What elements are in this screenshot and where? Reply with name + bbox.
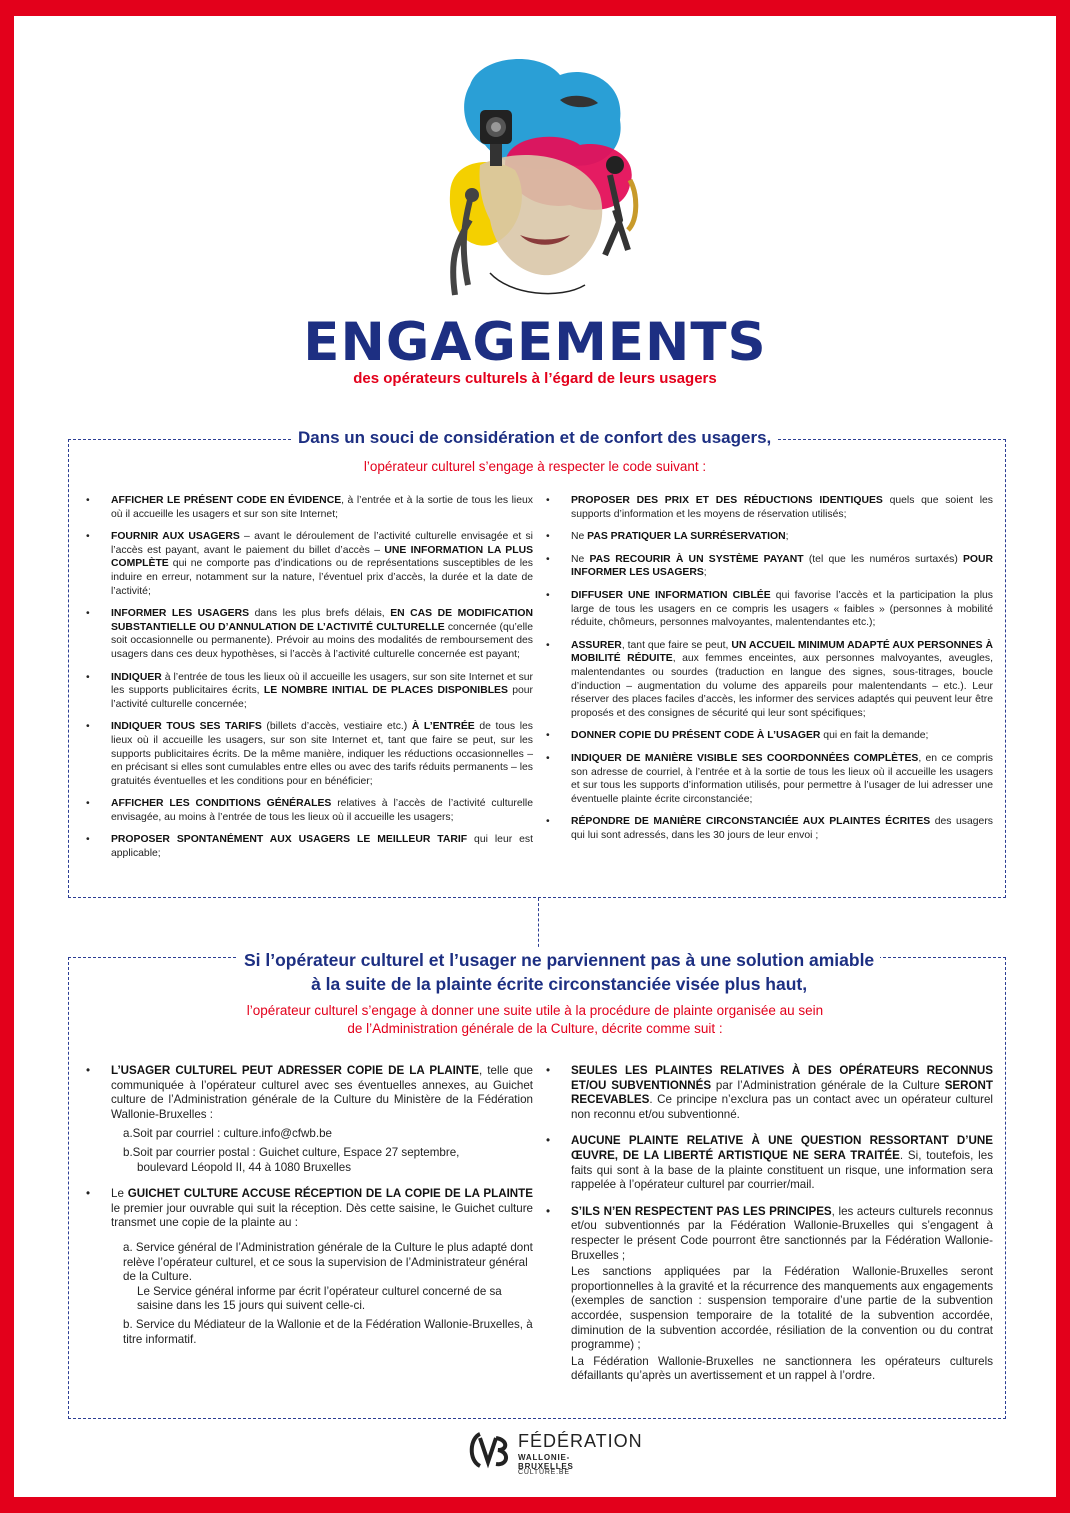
- list-item: • PROPOSER SPONTANÉMENT AUX USAGERS LE MEILLEUR TARIF qui leur est applicable;: [86, 833, 533, 860]
- section1-subtitle: l’opérateur culturel s’engage à respecter le code suivant :: [363, 459, 707, 474]
- page-title: ENGAGEMENTS: [303, 312, 767, 373]
- list-item: • ASSURER, tant que faire se peut, UN ACCUEIL MINIMUM ADAPTÉ AUX PERSONNES À MOBILITÉ RÉDUITE, aux femmes enceintes, aux personnes malvoyantes, aveugles, malentendantes ou sourdes (traduction en langue des signes, sous-titrages, boucle d’induction – augmentation du volume des appareils pour malentendants – etc.). Leur réserver des places faciles d’accès, les informer des services adaptés qui peuvent leur être proposés et des consignes de sécurité qui leur sont spécifiques;: [546, 639, 993, 721]
- section2-subtitle-line2: de l’Administration générale de la Culture, décrite comme suit :: [347, 1021, 723, 1036]
- section2-subtitle: [0, 1002, 1070, 1038]
- sub-item-email: a.Soit par courriel : culture.info@cfwb.be: [123, 1127, 332, 1141]
- sub-item-mediateur: b. Service du Médiateur de la Wallonie et de la Fédération Wallonie-Bruxelles, à titre informatif.: [123, 1317, 533, 1346]
- list-item: • INDIQUER TOUS SES TARIFS (billets d’accès, vestiaire etc.) À L’ENTRÉE de tous les lieux où il accueille les usagers, sur son site Internet et, tant que faire se peut, sur les supports publicitaires écrits. De la même manière, indiquer les réductions occasionnelles – en précisant si elles sont cumulables entre elles ou avec des tarifs réduits permanents – les gratuités éventuelles et les conditions pour en bénéficier;: [86, 720, 533, 788]
- list-item: • INDIQUER à l’entrée de tous les lieux où il accueille les usagers, sur son site Internet et sur les supports publicitaires écrits, LE NOMBRE INITIAL DE PLACES DISPONIBLES pour l’activité culturelle concernée;: [86, 671, 533, 712]
- list-item: • PROPOSER DES PRIX ET DES RÉDUCTIONS IDENTIQUES quels que soient les supports d’information et les moyens de réservation utilisés;: [546, 494, 993, 521]
- list-item: • Ne PAS PRATIQUER LA SURRÉSERVATION;: [546, 530, 993, 544]
- list-item: • Le GUICHET CULTURE ACCUSE RÉCEPTION DE LA COPIE DE LA PLAINTE le premier jour ouvrable qui suit la réception. Dès cette saisine, le Guichet culture transmet une copie de la plainte au : a. Service général de l’Administration générale de la Culture le plus adapté dont relève l’opérateur culturel, et ce sous la supervision de l’Administrateur général de la Culture. Le Service général informe par écrit l’opérateur culturel concerné de sa saisine dans les 15 jours qui suivent celle-ci. b. Service du Médiateur de la Wallonie et de la Fédération Wallonie-Bruxelles, à titre informatif.: [86, 1187, 533, 1347]
- section1-right-column: [546, 494, 993, 851]
- federation-logo: [466, 1426, 643, 1496]
- list-item: • L’USAGER CULTUREL PEUT ADRESSER COPIE DE LA PLAINTE, telle que communiquée à l’opérateur culturel avec ses éventuelles annexes, au Guichet culture de l’Administration générale de la Culture du Ministère de la Fédération Wallonie-Bruxelles : a.Soit par courriel : culture.info@cfwb.be b.Soit par courrier postal : Guichet culture, Espace 27 septembre, boulevard Léopold II, 44 à 1080 Bruxelles: [86, 1064, 533, 1175]
- list-item: • DIFFUSER UNE INFORMATION CIBLÉE qui favorise l’accès et la participation la plus large de tous les usagers en ce compris les usagers « faibles » (personnes à mobilité réduite, chômeurs, personnes malvoyantes, malentendantes etc.);: [546, 589, 993, 630]
- hero-collage-illustration: [410, 45, 670, 315]
- section2-subtitle-line1: l’opérateur culturel s’engage à donner une suite utile à la procédure de plainte organisée au sein: [246, 1003, 824, 1018]
- logo-text-culture-be: CULTURE.BE: [518, 1469, 570, 1476]
- sub-item-postal: b.Soit par courrier postal : Guichet culture, Espace 27 septembre, boulevard Léopold II, 44 à 1080 Bruxelles: [123, 1145, 460, 1174]
- section1-title: Dans un souci de considération et de confort des usagers,: [292, 428, 777, 448]
- list-item: • INDIQUER DE MANIÈRE VISIBLE SES COORDONNÉES COMPLÈTES, en ce compris son adresse de courriel, à l’entrée et à la sortie de tous les lieux où il accueille les usagers et sur tous les supports d’information utilisés, pour permettre à l’usager de lui adresser une éventuelle plainte écrite circonstanciée;: [546, 752, 993, 806]
- list-item: • AFFICHER LES CONDITIONS GÉNÉRALES relatives à l’accès de l’activité culturelle envisagée, au moins à l’entrée de tous les lieux où il accueille les usagers;: [86, 797, 533, 824]
- list-item: • AUCUNE PLAINTE RELATIVE À UNE QUESTION RESSORTANT D’UNE ŒUVRE, DE LA LIBERTÉ ARTISTIQUE NE SERA TRAITÉE. Si, toutefois, les faits qui sont à la base de la plainte constituent un risque, une information sera rappelée à l’opérateur culturel par courrier/mail.: [546, 1134, 993, 1192]
- section2-left-column: [86, 1064, 533, 1359]
- list-item: • RÉPONDRE DE MANIÈRE CIRCONSTANCIÉE AUX PLAINTES ÉCRITES des usagers qui lui sont adressés, dans les 30 jours de leur envoi ;: [546, 815, 993, 842]
- list-item: • SEULES LES PLAINTES RELATIVES À DES OPÉRATEURS RECONNUS ET/OU SUBVENTIONNÉS par l’Administration générale de la Culture SERONT RECEVABLES. Ce principe n’exclura pas un contact avec un opérateur culturel non reconnu et/ou subventionné.: [546, 1064, 993, 1122]
- list-item: • FOURNIR AUX USAGERS – avant le déroulement de l’activité culturelle envisagée et si l’accès est payant, avant le paiement du billet d’accès – UNE INFORMATION LA PLUS COMPLÈTE qui ne comporte pas d’indications ou de représentations susceptibles de les induire en erreur, notamment sur la nature, l’éventuel prix d’accès, la durée et la date de l’activité;: [86, 530, 533, 598]
- page-subtitle: des opérateurs culturels à l’égard de leurs usagers: [353, 370, 717, 387]
- logo-text-wallonie-bruxelles: WALLONIE-BRUXELLES: [518, 1453, 574, 1471]
- sub-item-service-general: a. Service général de l’Administration générale de la Culture le plus adapté dont relève l’opérateur culturel, et ce sous la supervision de l’Administrateur général de la Culture. Le Service général informe par écrit l’opérateur culturel concerné de sa saisine dans les 15 jours qui suivent celle-ci.: [123, 1240, 533, 1313]
- section2-right-column: [546, 1064, 993, 1396]
- list-item: • DONNER COPIE DU PRÉSENT CODE À L’USAGER qui en fait la demande;: [546, 729, 993, 743]
- fwb-logo-mark-icon: [466, 1430, 510, 1470]
- list-item: • S’ILS N’EN RESPECTENT PAS LES PRINCIPES, les acteurs culturels reconnus et/ou subventionnés par la Fédération Wallonie-Bruxelles qui s’engagent à respecter le présent Code pourront être sanctionnés par la Fédération Wallonie-Bruxelles ; Les sanctions appliquées par la Fédération Wallonie-Bruxelles seront proportionnelles à la gravité et la récurrence des manquements aux engagements (exemples de sanction : suspension temporaire d’une partie de la subvention accordée, suspension temporaire de la totalité de la subvention accordée, diminution de la subvention accordée, résiliation de la convention ou du contrat programme) ; La Fédération Wallonie-Bruxelles ne sanctionnera les opérateurs culturels défaillants qu’après un avertissement et un rappel à l’ordre.: [546, 1205, 993, 1384]
- section2-title-line1: Si l’opérateur culturel et l’usager ne parviennent pas à une solution amiable: [244, 950, 875, 970]
- list-item: • Ne PAS RECOURIR À UN SYSTÈME PAYANT (tel que les numéros surtaxés) POUR INFORMER LES USAGERS;: [546, 553, 993, 580]
- section1-left-column: [86, 494, 533, 870]
- logo-text-federation: FÉDÉRATION: [518, 1431, 643, 1451]
- section2-title-line2: à la suite de la plainte écrite circonstanciée visée plus haut,: [311, 974, 808, 994]
- list-item: • INFORMER LES USAGERS dans les plus brefs délais, EN CAS DE MODIFICATION SUBSTANTIELLE OU D’ANNULATION DE L’ACTIVITÉ CULTURELLE concernée (qu’elle soit occasionnelle ou permanente). Prévoir au moins des modalités de remboursement des usagers dans ces deux hypothèses, si l’accès à l’activité culturelle concernée est payant;: [86, 607, 533, 661]
- section2-title: [238, 948, 880, 996]
- list-item: • AFFICHER LE PRÉSENT CODE EN ÉVIDENCE, à l’entrée et à la sortie de tous les lieux où il accueille les usagers et sur son site Internet;: [86, 494, 533, 521]
